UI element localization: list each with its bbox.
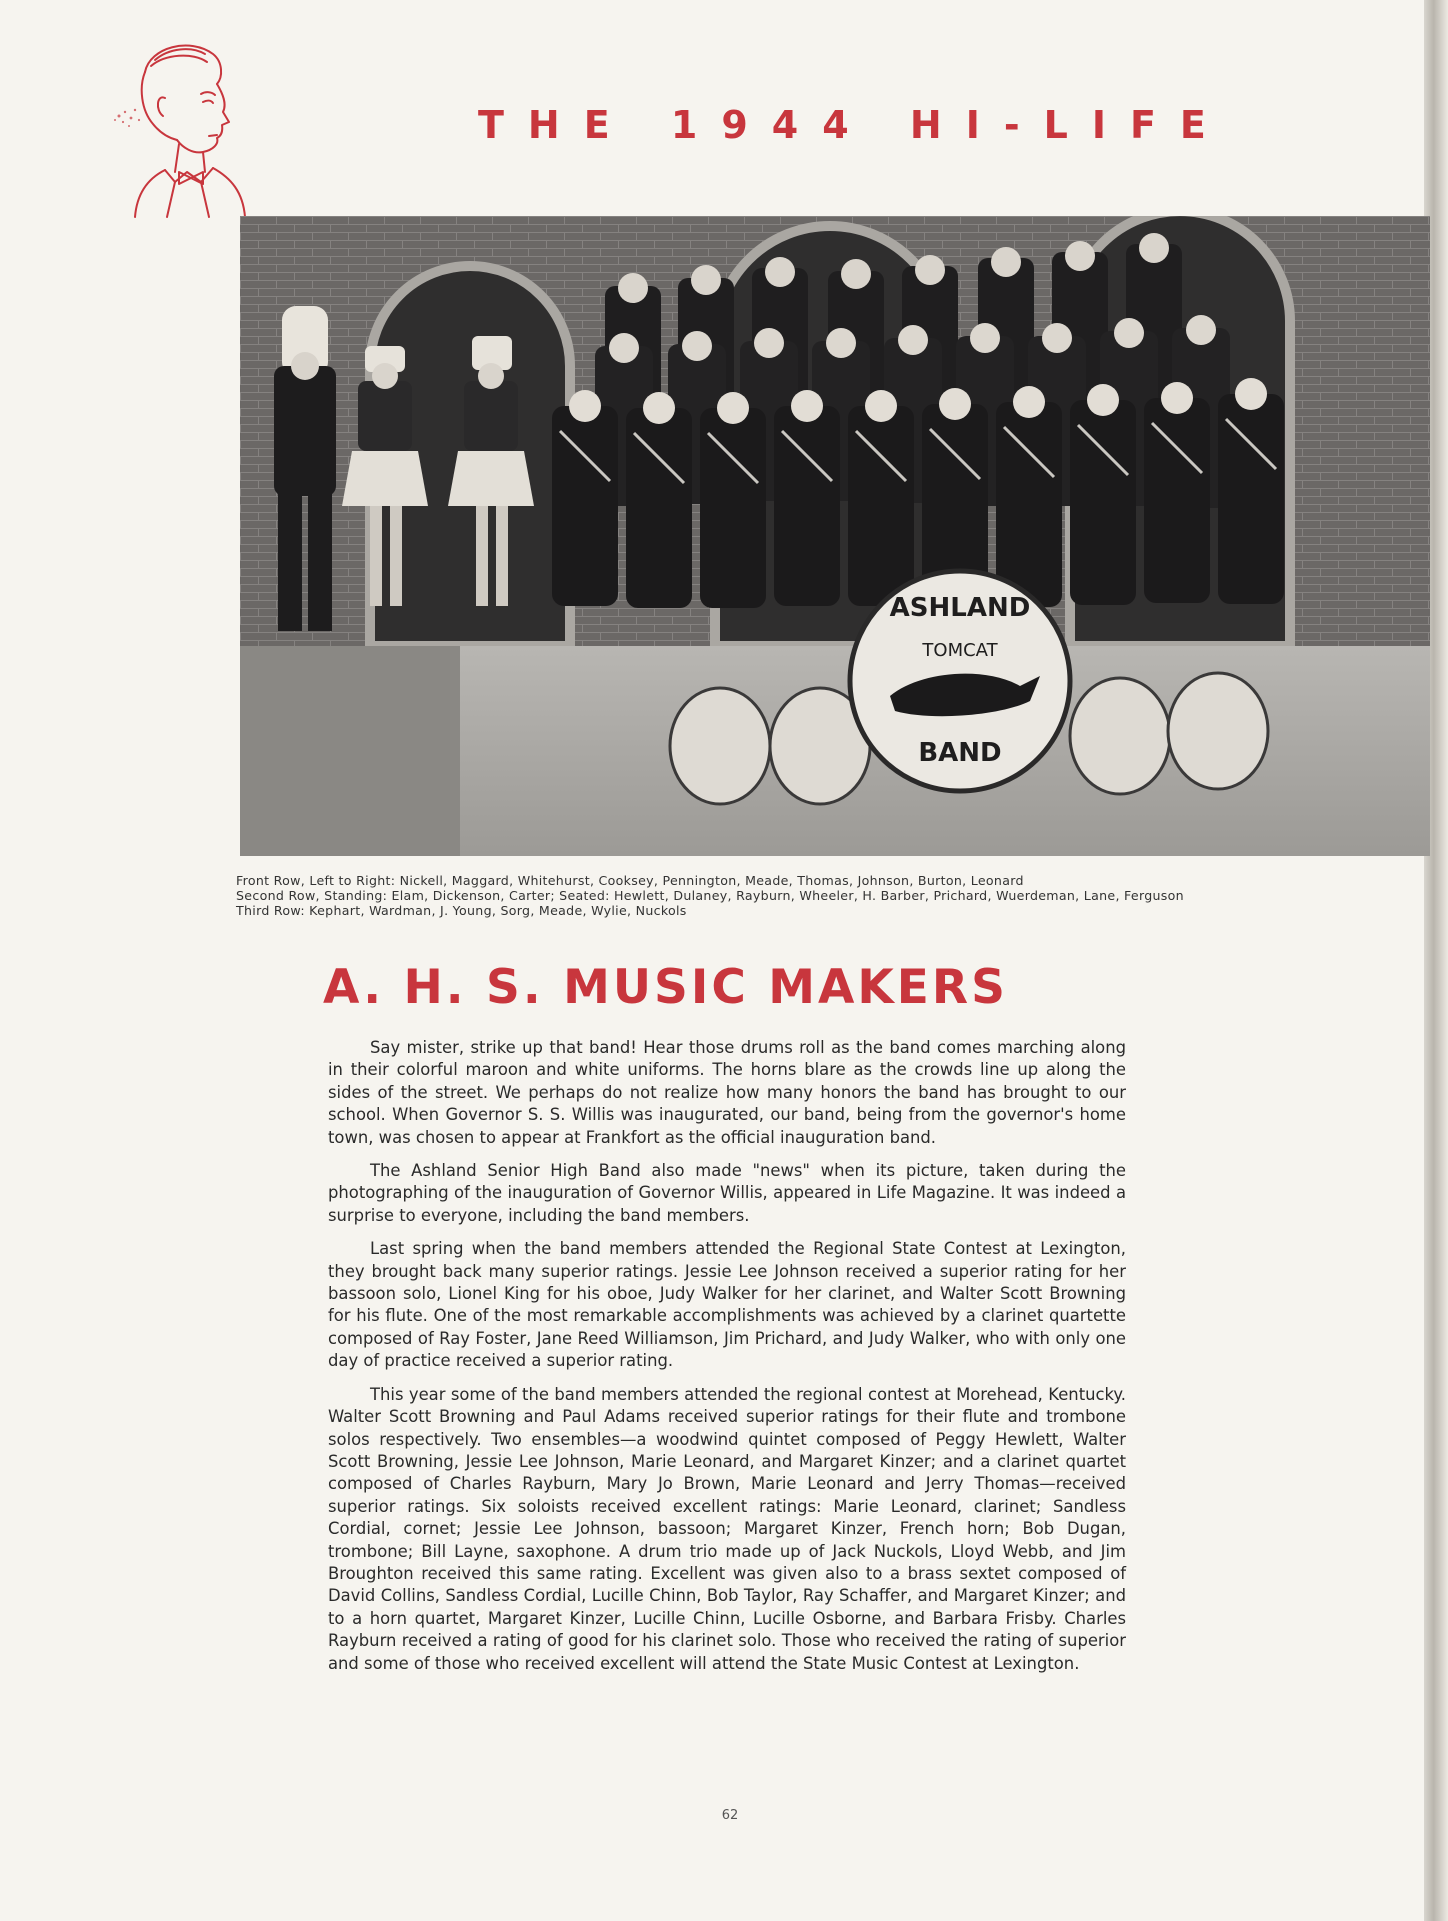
article-paragraph: The Ashland Senior High Band also made "news" when its picture, taken during the photographing of the inauguration of Governor Willis, appeared in Life Magazine. It was indeed a surprise to everyone, including the band members. — [328, 1161, 1126, 1225]
article-body — [328, 1037, 1126, 1686]
yearbook-header-title: THE 1944 HI-LIFE — [478, 103, 1230, 147]
caption-line-third-row: Third Row: Kephart, Wardman, J. Young, Sorg, Meade, Wylie, Nuckols — [236, 903, 687, 918]
bass-drum-lettering-middle: TOMCAT — [922, 640, 998, 661]
mascot-head-icon — [105, 32, 255, 222]
photo-caption — [236, 873, 1416, 918]
caption-line-second-row: Second Row, Standing: Elam, Dickenson, Carter; Seated: Hewlett, Dulaney, Rayburn, Wheeler, H. Barber, Prichard, Wuerdeman, Lane, Ferguson — [236, 888, 1184, 903]
article-title: A. H. S. MUSIC MAKERS — [323, 960, 1008, 1015]
article-paragraph: Last spring when the band members attended the Regional State Contest at Lexington, they brought back many superior ratings. Jessie Lee Johnson received a superior rating for her bassoon solo, Lionel King for his oboe, Judy Walker for her clarinet, and Walter Scott Browning for his flute. One of the most remarkable accomplishments was achieved by a clarinet quartette composed of Ray Foster, Jane Reed Williamson, Jim Prichard, and Judy Walker, who with only one day of practice received a superior rating. — [328, 1239, 1126, 1371]
article-paragraph: Say mister, strike up that band! Hear those drums roll as the band comes marching along in their colorful maroon and white uniforms. The horns blare as the crowds line up along the sides of the street. We perhaps do not realize how many honors the band has brought to our school. When Governor S. S. Willis was inaugurated, our band, being from the governor's home town, was chosen to appear at Frankfort as the official inauguration band. — [328, 1038, 1126, 1147]
caption-line-front-row: Front Row, Left to Right: Nickell, Maggard, Whitehurst, Cooksey, Pennington, Meade, Thomas, Johnson, Burton, Leonard — [236, 873, 1024, 888]
band-photograph — [240, 216, 1430, 856]
page-number: 62 — [721, 1808, 739, 1823]
bass-drum-lettering-top: ASHLAND — [889, 593, 1031, 623]
article-paragraph: This year some of the band members attended the regional contest at Morehead, Kentucky. Walter Scott Browning and Paul Adams received superior ratings for their flute and trombone solos respectively. Two ensembles—a woodwind quintet composed of Peggy Hewlett, Walter Scott Browning, Jessie Lee Johnson, Marie Leonard, and Margaret Kinzer; and a clarinet quartet composed of Charles Rayburn, Mary Jo Brown, Marie Leonard and Jerry Thomas—received superior ratings. Six soloists received excellent ratings: Marie Leonard, clarinet; Sandless Cordial, cornet; Jessie Lee Johnson, bassoon; Margaret Kinzer, French horn; Bob Dugan, trombone; Bill Layne, saxophone. A drum trio made up of Jack Nuckols, Lloyd Webb, and Jim Broughton received this same rating. Excellent was given also to a brass sextet composed of David Collins, Sandless Cordial, Lucille Chinn, Bob Taylor, Ray Schaffer, and Margaret Kinzer; and to a horn quartet, Margaret Kinzer, Lucille Chinn, Lucille Osborne, and Barbara Frisby. Charles Rayburn received a rating of good for his clarinet solo. Those who received the rating of superior and some of those who received excellent will attend the State Music Contest at Lexington. — [328, 1384, 1126, 1673]
bass-drum-lettering-bottom: BAND — [918, 738, 1002, 768]
